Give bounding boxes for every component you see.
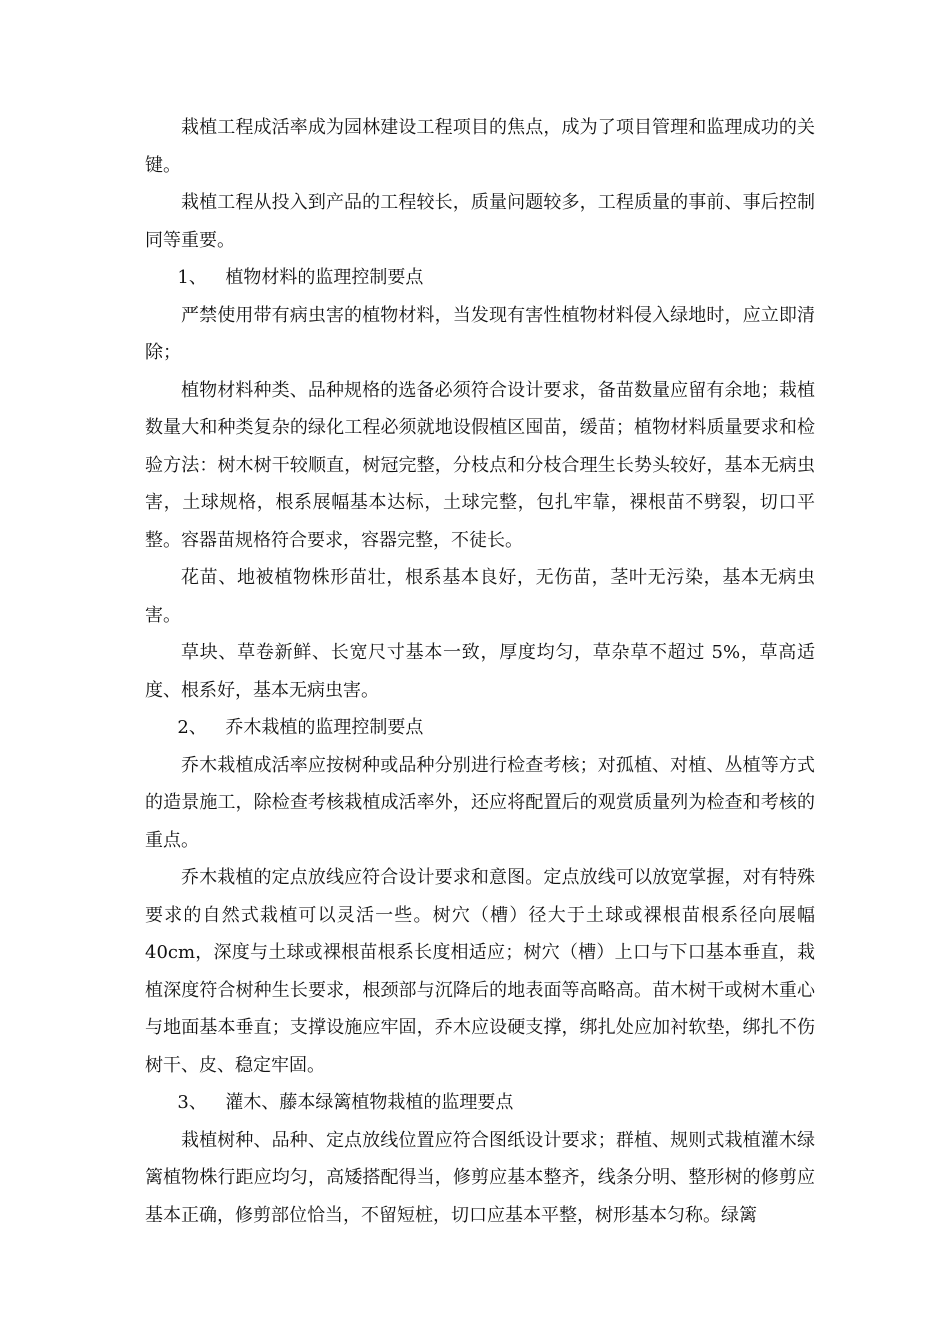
intro-paragraph-2: 栽植工程从投入到产品的工程较长，质量问题较多，工程质量的事前、事后控制同等重要。: [145, 192, 815, 251]
section-3-title: 灌木、藤本绿篱植物栽植的监理要点: [225, 1092, 514, 1113]
section-2-title: 乔木栽植的监理控制要点: [225, 717, 424, 738]
section-1-heading: [145, 259, 815, 297]
section-3-heading: [145, 1084, 815, 1122]
section-3-paragraph-1: 栽植树种、品种、定点放线位置应符合图纸设计要求；群植、规则式栽植灌木绿篱植物株行距应均匀，高矮搭配得当，修剪应基本整齐，线条分明、整形树的修剪应基本正确，修剪部位恰当，不留短桩，切口应基本平整，树形基本匀称。绿篱: [145, 1129, 815, 1226]
section-3-number: 3、: [177, 1092, 207, 1113]
intro-paragraph-1: 栽植工程成活率成为园林建设工程项目的焦点，成为了项目管理和监理成功的关键。: [145, 117, 815, 176]
section-1-number: 1、: [177, 267, 207, 288]
section-1-paragraph-1: 严禁使用带有病虫害的植物材料，当发现有害性植物材料侵入绿地时，应立即清除；: [145, 304, 815, 363]
document-body: [145, 109, 815, 1234]
section-2-paragraph-1: 乔木栽植成活率应按树种或品种分别进行检查考核；对孤植、对植、丛植等方式的造景施工，除检查考核栽植成活率外，还应将配置后的观赏质量列为检查和考核的重点。: [145, 754, 815, 851]
section-1-paragraph-2: 植物材料种类、品种规格的选备必须符合设计要求，备苗数量应留有余地；栽植数量大和种类复杂的绿化工程必须就地设假植区囤苗，缓苗；植物材料质量要求和检验方法：树木树干较顺直，树冠完整，分枝点和分枝合理生长势头较好，基本无病虫害，土球规格，根系展幅基本达标，土球完整，包扎牢靠，裸根苗不劈裂，切口平整。容器苗规格符合要求，容器完整，不徒长。: [145, 379, 815, 551]
section-1-title: 植物材料的监理控制要点: [225, 267, 424, 288]
section-2-paragraph-2: 乔木栽植的定点放线应符合设计要求和意图。定点放线可以放宽掌握，对有特殊要求的自然式栽植可以灵活一些。树穴（槽）径大于土球或裸根苗根系径向展幅 40cm，深度与土球或裸根苗根系长度相适应；树穴（槽）上口与下口基本垂直，栽植深度符合树种生长要求，根颈部与沉降后的地表面等高略高。苗木树干或树木重心与地面基本垂直；支撑设施应牢固，乔木应设硬支撑，绑扎处应加衬软垫，绑扎不伤树干、皮、稳定牢固。: [145, 867, 815, 1076]
section-1-paragraph-3: 花苗、地被植物株形苗壮，根系基本良好，无伤苗，茎叶无污染，基本无病虫害。: [145, 567, 815, 626]
section-1-paragraph-4: 草块、草卷新鲜、长宽尺寸基本一致，厚度均匀，草杂草不超过 5%，草高适度、根系好，基本无病虫害。: [145, 642, 815, 701]
section-2-heading: [145, 709, 815, 747]
section-2-number: 2、: [177, 717, 207, 738]
